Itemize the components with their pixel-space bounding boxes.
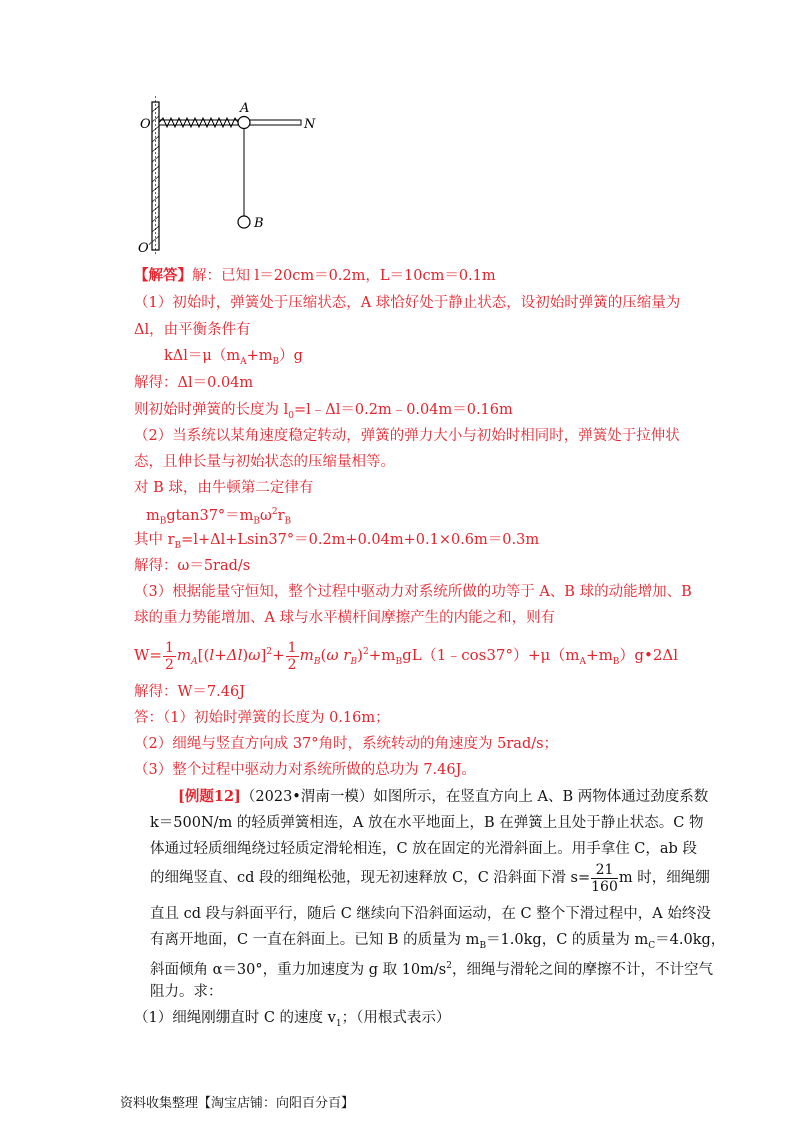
footer-credit: 资料收集整理【淘宝店铺：向阳百分百】 [120,1096,355,1111]
solution-line-11: 其中 $r_B=l+\Delta l+Lsin37^\circ=0.2m+0.04m+0.1\times 0.6m=0.3m$ [134,532,540,551]
solution-line-1: 【解答】解：已知 l＝20cm＝0.2m，L＝10cm＝0.1m [134,267,496,284]
solution-line-10: $m_Bgtan37^\circ=m_B\omega^2r_B$ [146,507,292,527]
example-line-2: k＝500N/m 的轻质弹簧相连，A 放在水平地面上，B 在弹簧上且处于静止状态。C 物 [150,815,704,831]
answer-line-2: （2）细绳与竖直方向成 37°角时，系统转动的角速度为 5rad/s； [134,736,559,752]
solution-line-9: 对 B 球，由牛顿第二定律有 [134,480,314,496]
example-line-4: 的细绳竖直、cd 段的细绳松弛，现无初速释放 C，C 沿斜面下滑 s= $\frac{21}{160}$ m 时，细绳绷 [150,861,710,895]
ball-a [238,117,250,129]
label-b: B [254,216,264,231]
example-line-3: 体通过轻质细绳绕过轻质定滑轮相连，C 放在固定的光滑斜面上。用手拿住 C，ab 段 [150,841,697,857]
solution-line-7: （2）当系统以某角速度稳定转动，弹簧的弹力大小与初始时相同时，弹簧处于拉伸状 [134,428,680,444]
solution-line-14: 球的重力势能增加、A 球与水平横杆间摩擦产生的内能之和，则有 [134,610,556,626]
solution-line-8: 态，且伸长量与初始状态的压缩量相等。 [134,454,395,470]
answer-line-1: 答：（1）初始时弹簧的长度为 0.16m； [134,710,390,726]
example-line-6: 有离开地面，C 一直在斜面上。已知 B 的质量为 $m_B=1.0kg$，C 的质量为 $m_C=4.0kg$， [150,932,726,951]
solution-line-13: （3）根据能量守恒知，整个过程中驱动力对系统所做的功等于 A、B 球的动能增加、B [134,584,692,600]
label-n: N [304,117,316,132]
solution-line-2: （1）初始时，弹簧处于压缩状态，A 球恰好处于静止状态，设初始时弹簧的压缩量为 [134,295,681,311]
solution-line-12: 解得：ω＝5rad/s [134,558,251,574]
solution-line-5: 解得：Δl＝0.04m [134,375,254,391]
label-a: A [240,101,250,116]
ball-b [238,216,250,228]
solution-line-16: 解得：W＝7.46J [134,684,246,700]
example-line-1: [例题12]（2023•渭南一模）如图所示，在竖直方向上 A、B 两物体通过劲度系数 [178,788,709,805]
label-o-prime: O′ [138,241,152,256]
solution-line-4: $k\Delta l=\mu(m_A+m_B)g$ [164,348,303,367]
solution-line-6: 则初始时弹簧的长度为 $l_0=l﹣\Delta l=0.2m﹣0.04m=0.16m$ [134,402,513,421]
example-tag: [例题12] [178,788,241,805]
example-line-5: 直且 cd 段与斜面平行，随后 C 继续向下沿斜面运动，在 C 整个下滑过程中，A 始终没 [150,906,711,922]
work-equation: W= $\frac{1}{2}$ $m_A[(l+\Delta l)\omega]^2+$ $\frac{1}{2}$ $m_B(\omega$ $r_B)^2+m_BgL(1﹣\cos 37^\circ)+\mu(m_A+m_B)g•2\Delta l$ [134,639,679,673]
label-o: O [140,117,151,132]
answer-line-3: （3）整个过程中驱动力对系统所做的总功为 7.46J。 [134,762,476,778]
question-1: （1）细绳刚绷直时 C 的速度 $v_1$；（用根式表示） [134,1010,451,1029]
solution-line-3: Δl，由平衡条件有 [134,322,251,338]
example-line-8: 阻力。求： [150,984,223,1000]
example-line-7: 斜面倾角 α＝30°，重力加速度为 g 取 $10m/s^2$，细绳与滑轮之间的摩擦不计，不计空气 [150,961,713,978]
physics-figure [130,92,330,260]
